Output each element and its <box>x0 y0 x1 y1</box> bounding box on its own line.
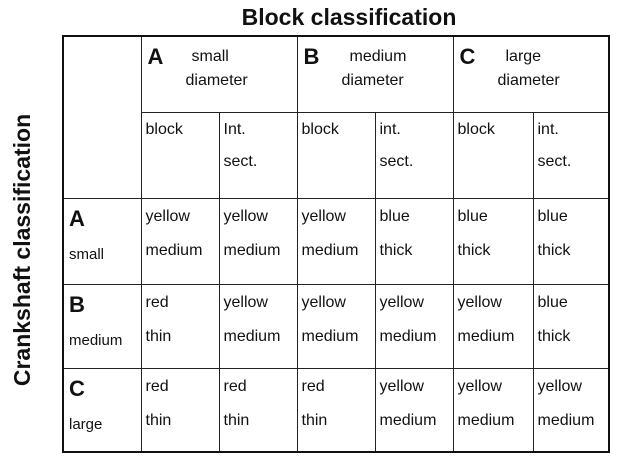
table-cell <box>219 284 297 368</box>
column-diameter: diameter <box>497 72 560 89</box>
cell-text: blue <box>537 207 568 225</box>
cell-text: red <box>145 293 169 311</box>
cell-text: medium <box>223 241 281 259</box>
cell-text: sect. <box>537 152 572 170</box>
table-cell <box>141 198 219 284</box>
cell-text: yellow <box>379 377 424 395</box>
corner-cell <box>63 36 141 198</box>
cell-text: thick <box>379 241 413 259</box>
cell-text: yellow <box>379 293 424 311</box>
row-header-a <box>63 198 141 284</box>
table-row <box>63 198 609 284</box>
table-cell <box>453 284 533 368</box>
cell-text: medium <box>145 241 203 259</box>
cell-text: blue <box>379 207 410 225</box>
cell-text: yellow <box>145 207 190 225</box>
cell-text: sect. <box>379 152 414 170</box>
column-letter: B <box>303 44 320 69</box>
table-cell <box>375 284 453 368</box>
column-diameter: diameter <box>341 72 404 89</box>
column-letter: C <box>459 44 476 69</box>
table-cell <box>141 284 219 368</box>
subheader-block <box>297 112 375 198</box>
table-row <box>63 368 609 452</box>
cell-text: thick <box>537 241 571 259</box>
row-header-c <box>63 368 141 452</box>
cell-text: medium <box>301 241 359 259</box>
table-cell <box>533 368 609 452</box>
column-size: large <box>505 48 542 65</box>
cell-text: thin <box>145 411 172 429</box>
cell-text: int. <box>537 120 559 138</box>
cell-text: medium <box>223 327 281 345</box>
cell-text: B <box>69 291 85 317</box>
column-size: small <box>191 48 229 65</box>
cell-text: thick <box>457 241 491 259</box>
cell-text: block <box>301 120 339 138</box>
cell-text: red <box>145 377 169 395</box>
table-cell <box>453 368 533 452</box>
column-diameter: diameter <box>185 72 248 89</box>
cell-text: blue <box>537 293 568 311</box>
cell-text: yellow <box>457 293 502 311</box>
table-cell <box>533 198 609 284</box>
table-row <box>63 284 609 368</box>
subheader-int-sect <box>219 112 297 198</box>
cell-text: thick <box>537 327 571 345</box>
cell-text: small <box>69 245 105 263</box>
cell-text: large <box>69 415 103 433</box>
table-cell <box>297 368 375 452</box>
table-cell <box>453 198 533 284</box>
cell-text: thin <box>301 411 328 429</box>
subheader-block <box>141 112 219 198</box>
block-header-row <box>63 36 609 112</box>
crankshaft-classification-title: Crankshaft classification <box>9 113 35 387</box>
cell-text: yellow <box>301 293 346 311</box>
table-cell <box>297 284 375 368</box>
cell-text: Int. <box>223 120 246 138</box>
cell-text: int. <box>379 120 401 138</box>
table-cell <box>141 368 219 452</box>
cell-text: yellow <box>457 377 502 395</box>
cell-text: medium <box>457 411 515 429</box>
column-header-b <box>297 36 453 112</box>
subheader-int-sect <box>533 112 609 198</box>
cell-text: medium <box>457 327 515 345</box>
cell-text: yellow <box>301 207 346 225</box>
subheader-row <box>63 112 609 198</box>
cell-text: medium <box>379 411 437 429</box>
classification-table <box>62 35 610 453</box>
table-cell <box>375 198 453 284</box>
cell-text: medium <box>537 411 595 429</box>
column-letter: A <box>147 44 164 69</box>
cell-text: sect. <box>223 152 258 170</box>
cell-text: A <box>69 205 85 231</box>
subheader-block <box>453 112 533 198</box>
cell-text: thin <box>223 411 250 429</box>
column-header-c <box>453 36 609 112</box>
row-header-b <box>63 284 141 368</box>
cell-text: red <box>223 377 247 395</box>
column-size: medium <box>349 48 407 65</box>
cell-text: yellow <box>223 207 268 225</box>
subheader-int-sect <box>375 112 453 198</box>
cell-text: red <box>301 377 325 395</box>
table-cell <box>533 284 609 368</box>
cell-text: blue <box>457 207 488 225</box>
cell-text: yellow <box>223 293 268 311</box>
table-cell <box>297 198 375 284</box>
cell-text: medium <box>301 327 359 345</box>
table-cell <box>375 368 453 452</box>
cell-text: block <box>457 120 495 138</box>
cell-text: block <box>145 120 183 138</box>
cell-text: yellow <box>537 377 582 395</box>
table-cell <box>219 198 297 284</box>
table-cell <box>219 368 297 452</box>
cell-text: thin <box>145 327 172 345</box>
cell-text: medium <box>69 331 123 349</box>
cell-text: medium <box>379 327 437 345</box>
column-header-a <box>141 36 297 112</box>
block-classification-title: Block classification <box>241 4 457 30</box>
cell-text: C <box>69 375 85 401</box>
